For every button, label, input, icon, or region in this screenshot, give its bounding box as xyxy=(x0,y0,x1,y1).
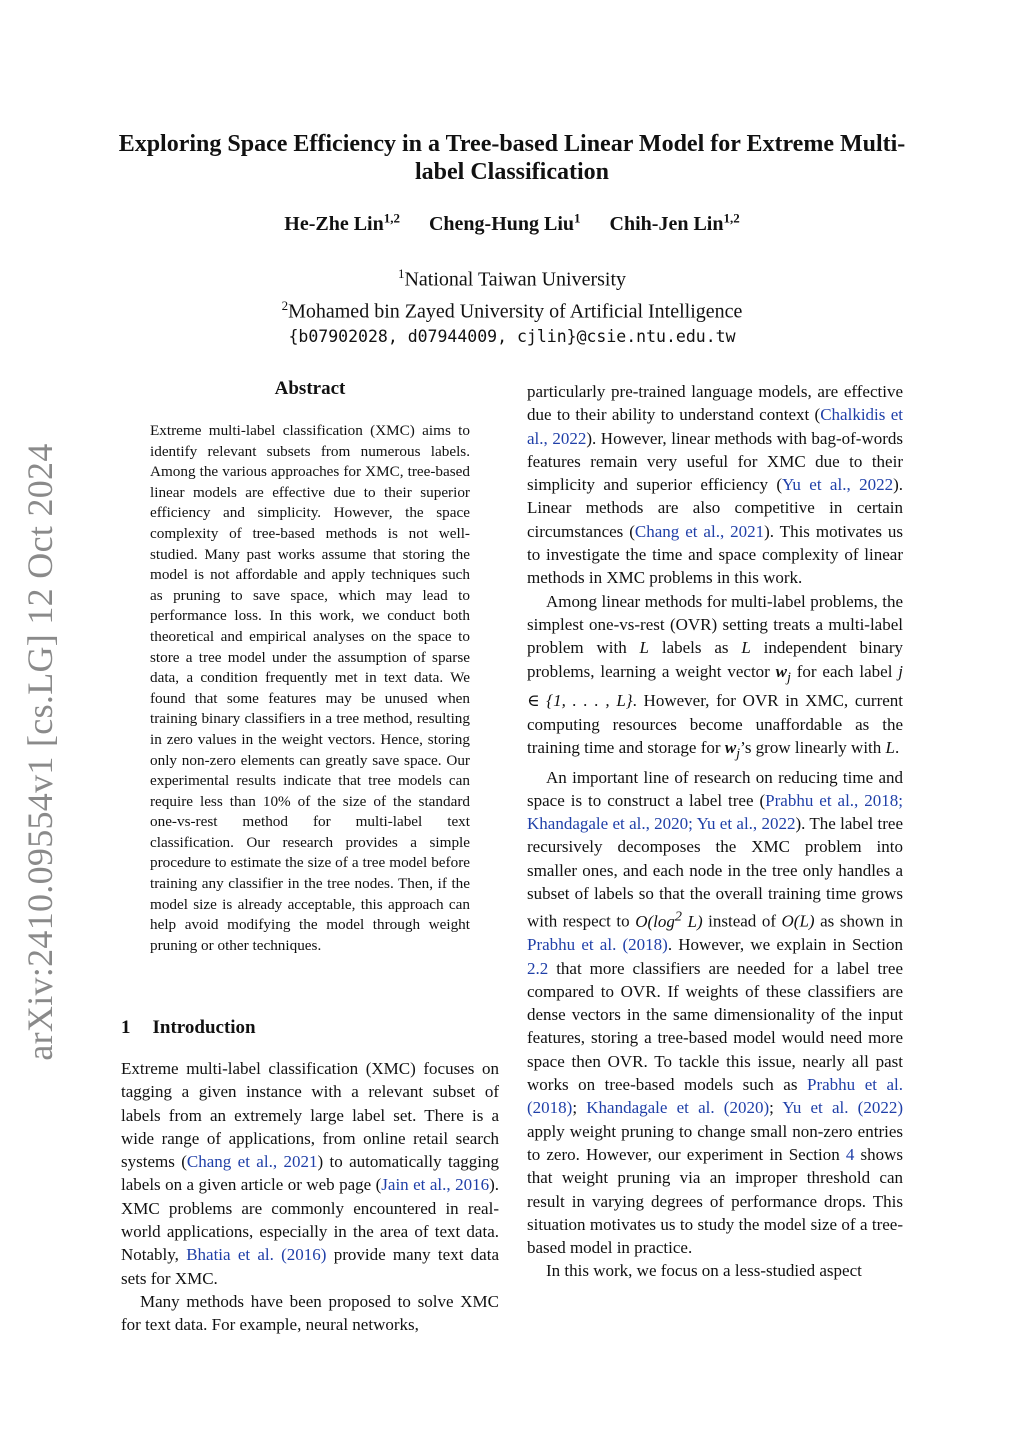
math: w xyxy=(775,661,787,681)
paragraph: particularly pre-trained language models, are effective due to their ability to understand context (Chalkidis et al., 2022). However, linear methods with bag-of-words features remain very useful for XMC due to their simplicity and superior efficiency (Yu et al., 2022). Linear methods are also competitive in certain circumstances (Chang et al., 2021). This motivates us to investigate the time and space complexity of linear methods in XMC problems in this work. xyxy=(527,382,904,588)
author: Chih-Jen Lin$^{1,2}$ xyxy=(609,210,740,235)
citation-link[interactable]: Chang et al., 2021 xyxy=(634,521,765,541)
citation-link[interactable]: Prabhu et al. (2018) xyxy=(527,935,668,955)
author: He-Zhe Lin$^{1,2}$ xyxy=(284,210,400,235)
author-emails: {b07902028, d07944009, cjlin}@csie.ntu.edu.tw xyxy=(288,327,736,347)
citation-link[interactable]: Khandagale et al. (2020) xyxy=(586,1098,770,1118)
section-link[interactable]: 4 xyxy=(845,1144,855,1164)
author: Cheng-Hung Liu$^1$ xyxy=(428,210,581,235)
left-column-body xyxy=(121,1057,499,1337)
arxiv-stamp: arXiv:2410.09554v1 [cs.LG] 12 Oct 2024 xyxy=(20,443,60,1061)
right-column-body xyxy=(527,380,903,1283)
citation-link[interactable]: Chang et al., 2021 xyxy=(186,1152,318,1172)
citation-link[interactable]: Yu et al. (2022) xyxy=(782,1098,903,1118)
math: $O(\log^2$ L) xyxy=(635,908,703,931)
paragraph: Extreme multi-label classification (XMC) focuses on tagging a given instance with a relevant subset of labels from an extremely large label set. There is a wide range of applications, from online retail search systems (Chang et al., 2021) to automatically tagging labels on a given article or web page (Jain et al., 2016). XMC problems are commonly encountered in real-world applications, especially in the area of text data. Notably, Bhatia et al. (2016) provide many text data sets for XMC. xyxy=(121,1059,500,1288)
math: L xyxy=(885,737,895,757)
affiliations xyxy=(112,261,912,349)
citation-link[interactable]: Prabhu et al., 2018; Khandagale et al., 2020; Yu et al., 2022 xyxy=(527,790,903,834)
citation-link[interactable]: Chalkidis et al., 2022 xyxy=(527,405,903,448)
paragraph: Among linear methods for multi-label problems, the simplest one-vs-rest (OVR) setting treats a multi-label problem with L labels as L independent binary problems, learning a weight vector $w_j$ for each label j ∈ {1, . . . , L}. However, for OVR in XMC, current computing resources become unaffordable as the training time and storage for $w_j’s$ grow linearly with L. xyxy=(527,591,904,762)
math: w xyxy=(724,737,737,757)
math: j ∈ {1, . . . , L} xyxy=(527,661,903,711)
paragraph: In this work, we focus on a less-studied aspect xyxy=(546,1261,862,1281)
affiliation: $^1$National Taiwan University xyxy=(397,266,626,291)
citation-link[interactable]: Prabhu et al. (2018) xyxy=(527,1075,904,1118)
math: L xyxy=(639,638,650,658)
affiliation: $^2$Mohamed bin Zayed University of Artificial Intelligence xyxy=(281,297,743,323)
citation-link[interactable]: Bhatia et al. (2016) xyxy=(186,1245,327,1265)
paper-title: Exploring Space Efficiency in a Tree-based Linear Model for Extreme Multi-label Classification xyxy=(118,131,906,185)
math: O(L) xyxy=(781,911,815,931)
math: L xyxy=(741,638,751,658)
citation-link[interactable]: Yu et al., 2022 xyxy=(782,475,894,495)
citation-link[interactable]: Jain et al., 2016 xyxy=(381,1175,490,1195)
author-list xyxy=(112,210,912,236)
section-link[interactable]: 2.2 xyxy=(527,958,549,978)
paragraph: An important line of research on reducing time and space is to construct a label tree (Prabhu et al., 2018; Khandagale et al., 2020; Yu et al., 2022). The label tree recursively decomposes the XMC problem into smaller ones, and each node in the tree only handles a subset of labels so that the overall training time grows with respect to $O(\log^2$ L) instead of O(L) as shown in Prabhu et al. (2018). However, we explain in Section 2.2 that more classifiers are needed for a label tree compared to OVR. If weights of these classifiers are dense vectors in the same dimensionality of the input features, storing a tree-based model would need more space then OVR. To tackle this issue, nearly all past works on tree-based models such as Prabhu et al. (2018); Khandagale et al. (2020); Yu et al. (2022) apply weight pruning to change small non-zero entries to zero. However, our experiment in Section 4 shows that weight pruning via an improper threshold can result in varying degrees of performance drops. This situation motivates us to study the model size of a tree-based model in practice. xyxy=(527,767,904,1258)
section-heading-introduction: 1 Introduction xyxy=(121,1017,256,1038)
abstract-text: Extreme multi-label classification (XMC) aims to identify relevant subsets from numerous labels. Among the various approaches for XMC, tree-based linear models are effective due to their superior efficiency and simplicity. However, the space complexity of tree-based methods is not well-studied. Many past works assume that storing the model is not affordable and apply techniques such as pruning to save space, which may lead to performance loss. In this work, we conduct both theoretical and empirical analyses on the space to store a tree model under the assumption of sparse data, a condition frequently met in text data. We found that some features may be unused when training binary classifiers in a tree method, resulting in zero values in the weight vectors. Hence, storing only non-zero elements can greatly save space. Our experimental results indicate that tree models can require less than 10% of the size of the standard one-vs-rest method for multi-label text classification. Our research provides a simple procedure to estimate the size of a tree model before training any classifier in the tree nodes. Then, if the model size is already acceptable, this approach can help avoid modifying the model through weight pruning or other techniques. xyxy=(150,422,470,954)
abstract-heading: Abstract xyxy=(274,378,346,399)
paragraph: Many methods have been proposed to solve XMC for text data. For example, neural networks, xyxy=(121,1291,499,1335)
